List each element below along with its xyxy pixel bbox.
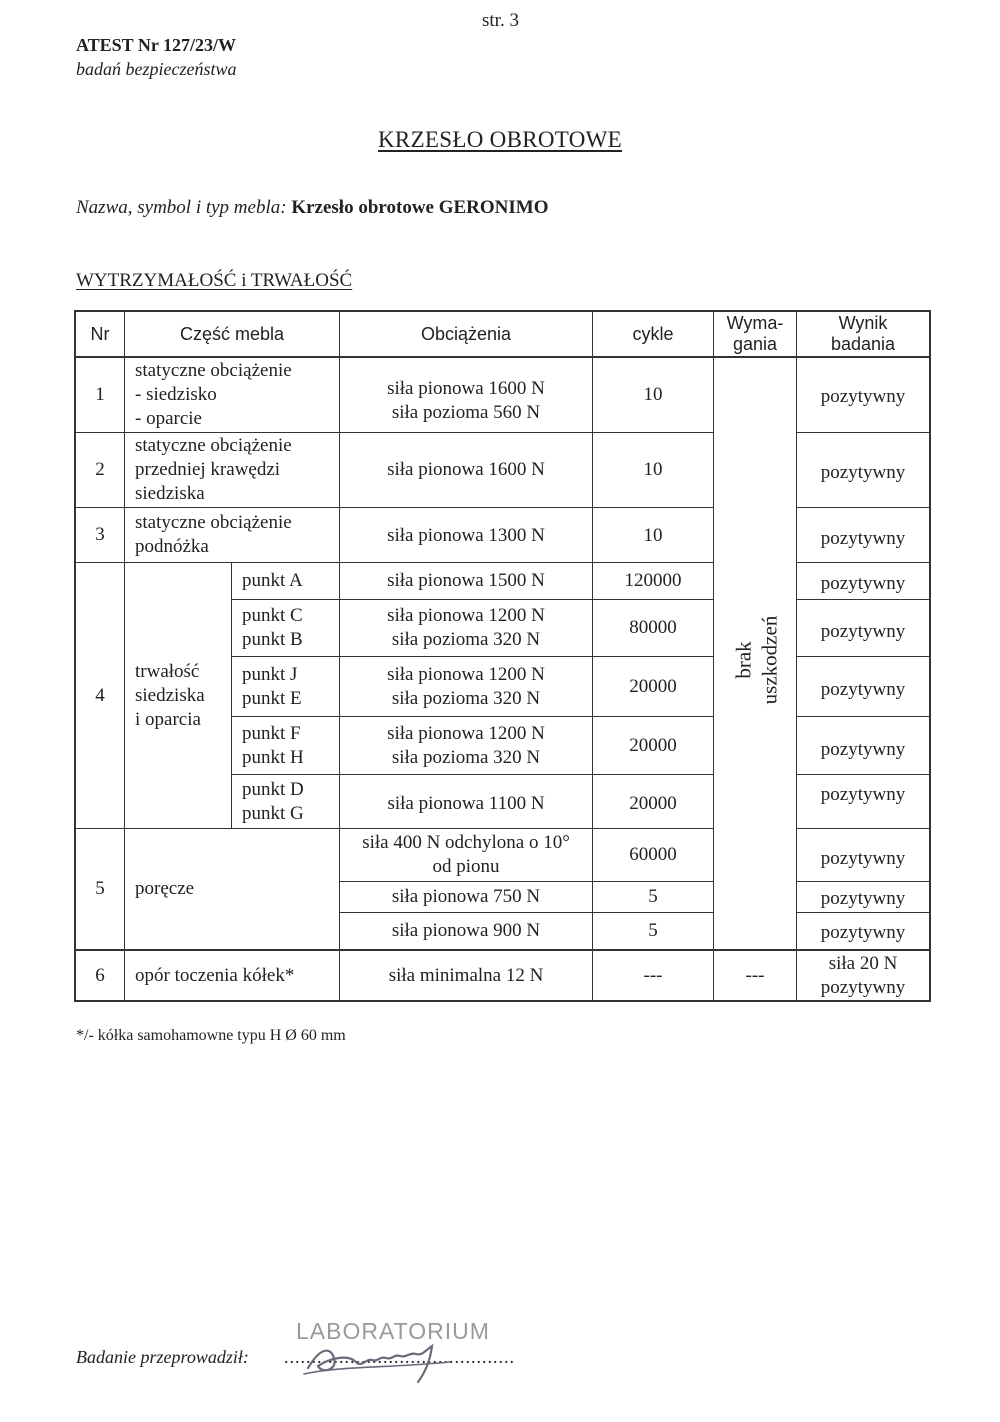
subrow-cycles: 20000 [629, 675, 677, 697]
subrow-point: punkt D punkt G [242, 778, 304, 824]
subrow-result: pozytywny [820, 922, 906, 943]
subrow-result: pozytywny [820, 784, 906, 805]
table-rule [713, 310, 714, 1002]
subrow-point: punkt F punkt H [242, 722, 304, 768]
table-rule [124, 310, 125, 1002]
row-nr: 6 [95, 964, 105, 986]
laboratory-stamp: LABORATORIUM [296, 1318, 490, 1344]
row-part: poręcze [135, 878, 195, 899]
subrow-cycles: 60000 [629, 844, 677, 865]
row-nr: 3 [95, 524, 105, 545]
handwritten-signature [300, 1328, 460, 1388]
subrow-load: siła pionowa 1500 N [387, 570, 545, 591]
subrow-load: siła pionowa 1100 N [387, 793, 545, 814]
row-part: statyczne obciążenie przedniej krawędzi siedziska [135, 435, 292, 504]
subrow-cycles: 20000 [629, 734, 677, 756]
row-nr: 1 [95, 384, 105, 405]
row-part: statyczne obciążenie - siedzisko - oparcie [135, 360, 292, 429]
row-nr: 5 [95, 878, 105, 899]
subrow-load: siła pionowa 900 N [391, 920, 541, 941]
requirements-merged-cell [715, 600, 797, 720]
header-result: Wynik badania [830, 313, 896, 354]
footnote: */- kółka samohamowne typu H Ø 60 mm [76, 1027, 346, 1044]
row-part: opór toczenia kółek* [135, 964, 295, 986]
signature-label: Badanie przeprowadził: [76, 1347, 249, 1367]
row-load: siła pionowa 1300 N [387, 525, 545, 546]
subrow-point: punkt J punkt E [242, 663, 302, 709]
subrow-cycles: 5 [648, 920, 658, 941]
subrow-result: pozytywny [820, 738, 906, 760]
table-border [74, 1000, 931, 1002]
subrow-result: pozytywny [820, 848, 906, 869]
row-requirements: --- [745, 964, 765, 986]
subrow-result: pozytywny [820, 678, 906, 700]
row-part: statyczne obciążenie podnóżka [135, 512, 292, 557]
header-cycles: cykle [632, 323, 674, 344]
subrow-load: siła pionowa 1200 N siła pozioma 320 N [387, 663, 545, 709]
subrow-cycles: 120000 [624, 570, 682, 591]
subrow-result: pozytywny [820, 621, 906, 642]
row-nr: 2 [95, 459, 105, 480]
signature-dots: .......................................... [284, 1347, 515, 1367]
subrow-cycles: 5 [648, 886, 658, 907]
requirements-text: brak uszkodzeń [731, 615, 782, 705]
row-nr: 4 [95, 684, 105, 706]
subrow-load: siła pionowa 1200 N siła pozioma 320 N [387, 722, 545, 768]
subrow-load: siła pionowa 1200 N siła pozioma 320 N [387, 605, 545, 650]
header-part: Część mebla [179, 323, 285, 344]
page-title: KRZESŁO OBROTOWE [378, 127, 622, 152]
header-load: Obciążenia [420, 323, 512, 344]
subrow-load: siła 400 N odchylona o 10° od pionu [362, 832, 570, 877]
row-load: siła pionowa 1600 N siła pozioma 560 N [387, 378, 545, 423]
document-id: ATEST Nr 127/23/W [76, 35, 237, 55]
row-cycles: --- [643, 964, 663, 986]
row-result: pozytywny [820, 386, 906, 407]
document-subtitle: badań bezpieczeństwa [76, 59, 237, 79]
subrow-result: pozytywny [820, 573, 906, 594]
product-line [76, 197, 549, 219]
table-rule [231, 562, 232, 829]
subrow-load: siła pionowa 750 N [391, 886, 541, 907]
page-number: str. 3 [482, 10, 519, 31]
subrow-result: pozytywny [820, 888, 906, 909]
row-load: siła minimalna 12 N [388, 964, 544, 986]
row-cycles: 10 [643, 459, 663, 480]
subrow-cycles: 20000 [629, 793, 677, 814]
subrow-point: punkt C punkt B [242, 605, 303, 650]
header-nr: Nr [90, 323, 110, 344]
row-cycles: 10 [643, 384, 663, 405]
subrow-cycles: 80000 [629, 617, 677, 638]
product-value: Krzesło obrotowe GERONIMO [291, 197, 549, 218]
product-label: Nazwa, symbol i typ mebla: [76, 197, 287, 218]
row-result: pozytywny [820, 462, 906, 483]
row-part: trwałość siedziska i oparcia [135, 660, 205, 730]
section-title: WYTRZYMAŁOŚĆ i TRWAŁOŚĆ [76, 270, 353, 291]
row-result: pozytywny [820, 528, 906, 549]
row-cycles: 10 [643, 525, 663, 546]
row-result: siła 20 N pozytywny [820, 952, 906, 998]
row-load: siła pionowa 1600 N [387, 459, 545, 480]
subrow-point: punkt A [242, 570, 303, 591]
header-requirements: Wyma- gania [726, 313, 784, 354]
